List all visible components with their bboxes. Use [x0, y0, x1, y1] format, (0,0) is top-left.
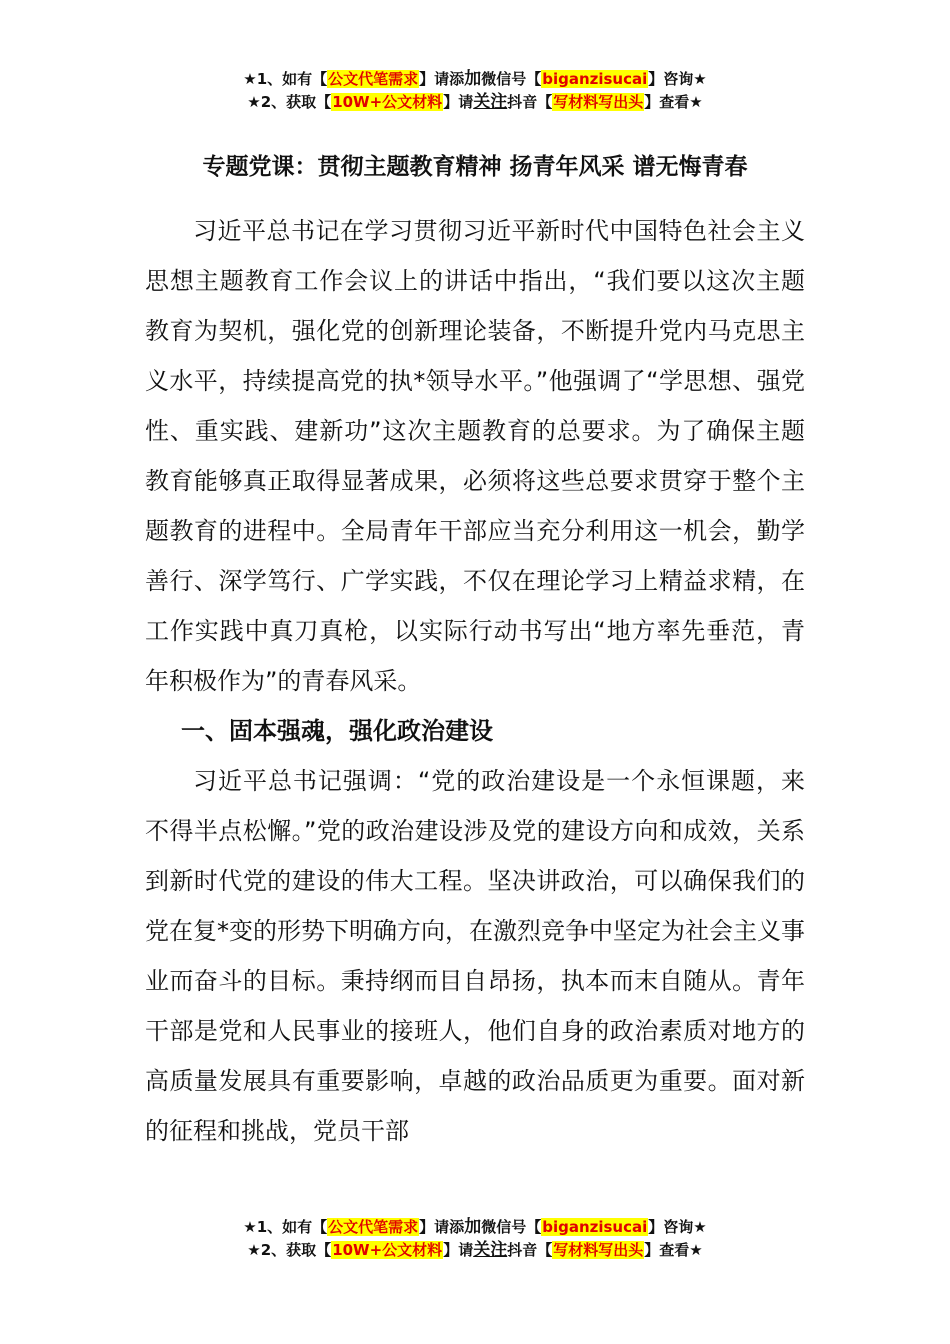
highlight-wechat-id: biganzisucai — [542, 1218, 648, 1236]
banner-text: 抖音【 — [507, 1241, 553, 1259]
banner-text: 抖音【 — [507, 93, 553, 111]
banner-text: 】请添 — [419, 1218, 465, 1236]
highlight-materials: 10W+公文材料 — [332, 1241, 443, 1259]
highlight-wechat-id: biganzisucai — [542, 70, 648, 88]
banner-text: 微信号【 — [481, 70, 542, 88]
banner-text: ★1、如有【 — [243, 1218, 328, 1236]
footer-banner — [0, 1216, 950, 1262]
banner-text: 】查看★ — [644, 1241, 703, 1259]
banner-text: ★2、获取【 — [247, 1241, 332, 1259]
footer-banner-line-1 — [0, 1216, 950, 1239]
banner-text: ★1、如有【 — [243, 70, 328, 88]
highlight-materials: 10W+公文材料 — [332, 93, 443, 111]
banner-text: ★2、获取【 — [247, 93, 332, 111]
banner-text: 】请添 — [419, 70, 465, 88]
paragraph-intro: 习近平总书记在学习贯彻习近平新时代中国特色社会主义思想主题教育工作会议上的讲话中指出，“我们要以这次主题教育为契机，强化党的创新理论装备，不断提升党内马克思主义水平，持续提高党的执*领导水平。”他强调了“学思想、强党性、重实践、建新功”这次主题教育的总要求。为了确保主题教育能够真正取得显著成果，必须将这些总要求贯穿于整个主题教育的进程中。全局青年干部应当充分利用这一机会，勤学善行、深学笃行、广学实践，不仅在理论学习上精益求精，在工作实践中真刀真枪，以实际行动书写出“地方率先垂范，青年积极作为”的青春风采。 — [145, 217, 805, 695]
header-banner-line-1 — [0, 68, 950, 91]
header-banner — [0, 68, 950, 114]
footer-banner-line-2 — [0, 1239, 950, 1262]
document-title: 专题党课：贯彻主题教育精神 扬青年风采 谱无悔青春 — [202, 154, 748, 180]
banner-text: 】请 — [443, 93, 474, 111]
banner-emphasis: 关注 — [473, 92, 508, 112]
banner-text: 】请 — [443, 1241, 474, 1259]
header-banner-line-2 — [0, 91, 950, 114]
banner-text: 】咨询★ — [648, 70, 707, 88]
banner-text: 】查看★ — [644, 93, 703, 111]
highlight-douyin-account: 写材料写出头 — [553, 1241, 644, 1259]
banner-emphasis: 加 — [464, 69, 482, 89]
highlight-ghostwriting: 公文代笔需求 — [328, 70, 419, 88]
document-body — [145, 206, 805, 1156]
banner-emphasis: 加 — [464, 1217, 482, 1237]
banner-text: 微信号【 — [481, 1218, 542, 1236]
highlight-douyin-account: 写材料写出头 — [553, 93, 644, 111]
banner-text: 】咨询★ — [648, 1218, 707, 1236]
highlight-ghostwriting: 公文代笔需求 — [328, 1218, 419, 1236]
paragraph-section-1: 习近平总书记强调：“党的政治建设是一个永恒课题，来不得半点松懈。”党的政治建设涉及党的建设方向和成效，关系到新时代党的建设的伟大工程。坚决讲政治，可以确保我们的党在复*变的形势下明确方向，在激烈竞争中坚定为社会主义事业而奋斗的目标。秉持纲而目自昂扬，执本而末自随从。青年干部是党和人民事业的接班人，他们自身的政治素质对地方的高质量发展具有重要影响，卓越的政治品质更为重要。面对新的征程和挑战，党员干部 — [145, 767, 805, 1145]
banner-emphasis: 关注 — [473, 1240, 508, 1260]
section-heading-1: 一、固本强魂，强化政治建设 — [181, 717, 493, 745]
